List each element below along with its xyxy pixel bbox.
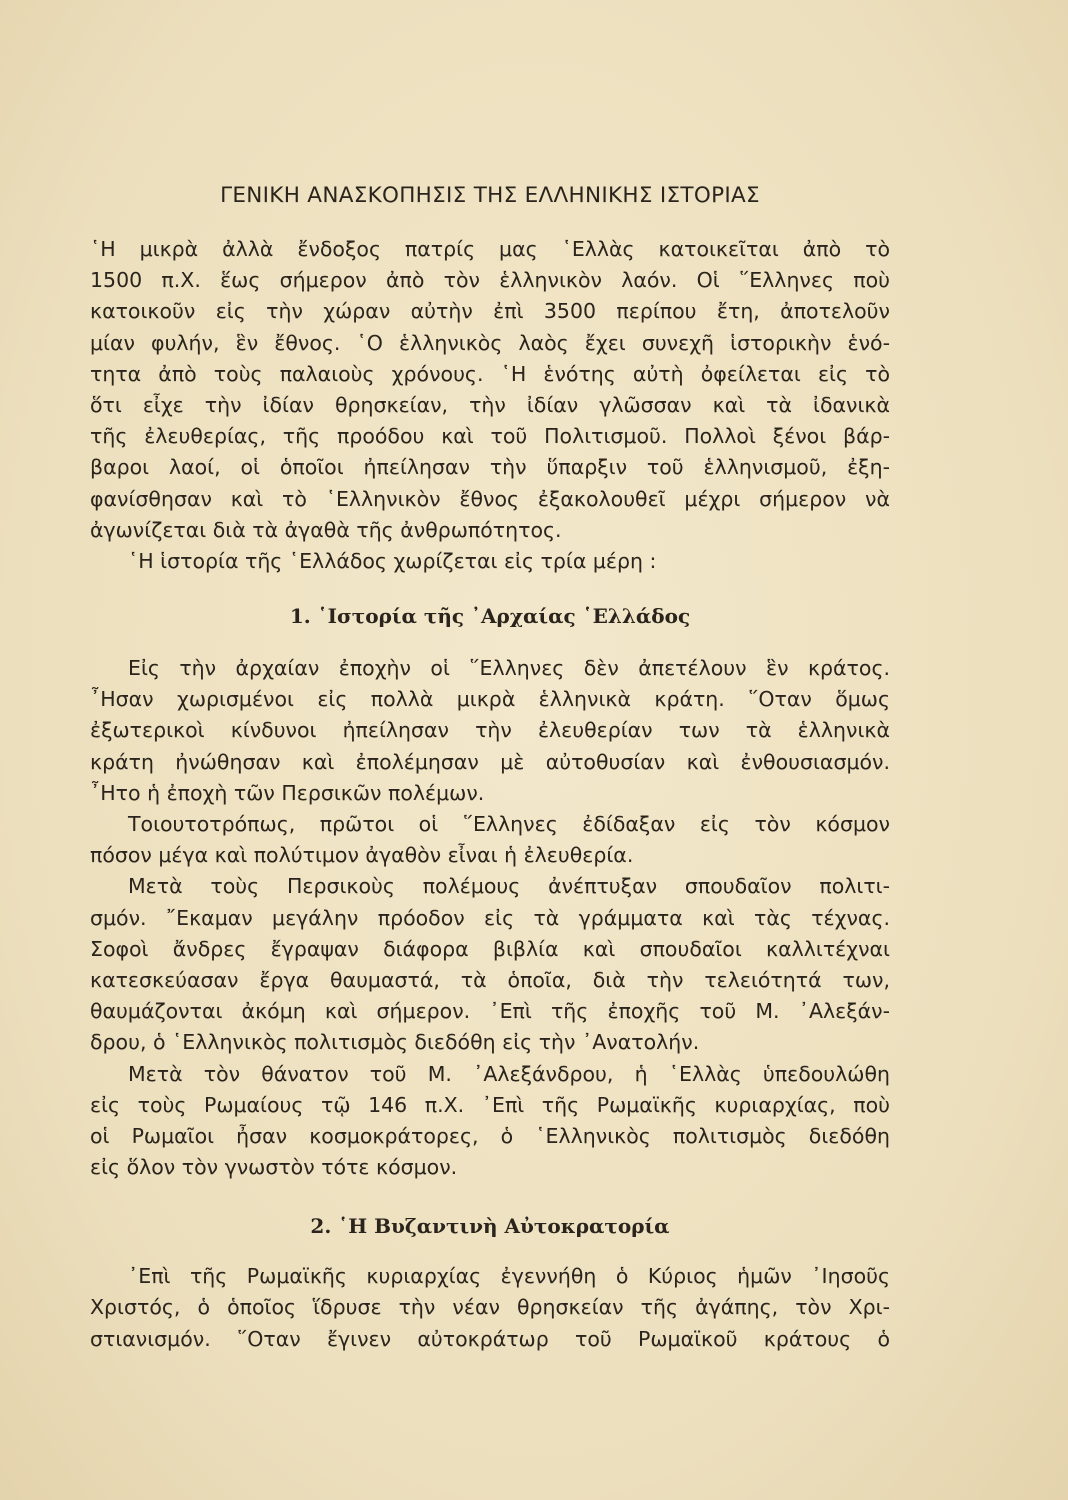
section1-paragraph-4 [90,1059,890,1184]
paragraph-line: Εἰς τὴν ἀρχαίαν ἐποχὴν οἱ ῞Ελληνες δὲν ἀπετέλουν ἓν κράτος. [128,656,890,681]
paragraph-line: εἰς ὅλον τὸν γνωστὸν τότε κόσμον. [90,1155,458,1180]
paragraph-line: Μετὰ τοὺς Περσικοὺς πολέμους ἀνέπτυξαν σπουδαῖον πολιτι- [128,874,890,899]
intro-line: τῆς ἐλευθερίας, τῆς προόδου καὶ τοῦ Πολιτισμοῦ. Πολλοὶ ξένοι βάρ- [90,424,890,449]
paragraph-line: Σοφοὶ ἄνδρες ἔγραψαν διάφορα βιβλία καὶ σπουδαῖοι καλλιτέχναι [90,936,890,961]
paragraph-line: οἱ Ρωμαῖοι ἦσαν κοσμοκράτορες, ὁ ῾Ελληνικὸς πολιτισμὸς διεδόθη [90,1123,890,1148]
section1-paragraph-1 [90,653,890,809]
intro-line: ῾Η μικρὰ ἀλλὰ ἔνδοξος πατρίς μας ῾Ελλὰς κατοικεῖται ἀπὸ τὸ [90,237,890,261]
paragraph-line: στιανισμόν. ῞Οταν ἔγινεν αὐτοκράτωρ τοῦ Ρωμαϊκοῦ κράτους ὁ [90,1326,890,1351]
paragraph-line: σμόν. ῎Εκαμαν μεγάλην πρόοδον εἰς τὰ γράμματα καὶ τὰς τέχνας. [90,905,890,930]
intro-line: βαροι λαοί, οἱ ὁποῖοι ἠπείλησαν τὴν ὕπαρξιν τοῦ ἑλληνισμοῦ, ἐξη- [90,455,890,480]
text-column [90,178,890,1355]
paragraph-line: Τοιουτοτρόπως, πρῶτοι οἱ ῞Ελληνες ἐδίδαξαν εἰς τὸν κόσμον [128,812,890,836]
section1-paragraph-3 [90,871,890,1058]
paragraph-line: θαυμάζονται ἀκόμη καὶ σήμερον. ᾿Επὶ τῆς ἐποχῆς τοῦ Μ. ᾿Αλεξάν- [90,999,890,1024]
page-title: ΓΕΝΙΚΗ ΑΝΑΣΚΟΠΗΣΙΣ ΤΗΣ ΕΛΛΗΝΙΚΗΣ ΙΣΤΟΡΙΑΣ [220,183,760,208]
paragraph-line: εἰς τοὺς Ρωμαίους τῷ 146 π.Χ. ᾿Επὶ τῆς Ρωμαϊκῆς κυριαρχίας, ποὺ [90,1092,890,1117]
paragraph-line: ἐξωτερικοὶ κίνδυνοι ἠπείλησαν τὴν ἐλευθερίαν των τὰ ἑλληνικὰ [90,718,890,743]
intro-line: μίαν φυλήν, ἓν ἔθνος. ῾Ο ἑλληνικὸς λαὸς ἔχει συνεχῆ ἱστορικὴν ἑνό- [90,330,890,355]
intro-line: κατοικοῦν εἰς τὴν χώραν αὐτὴν ἐπὶ 3500 περίπου ἔτη, ἀποτελοῦν [90,299,890,324]
paragraph-line: ῏Ητο ἡ ἐποχὴ τῶν Περσικῶν πολέμων. [90,780,485,805]
division-sentence: ῾Η ἱστορία τῆς ῾Ελλάδος χωρίζεται εἰς τρία μέρη : [128,548,657,573]
paragraph-line: δρου, ὁ ῾Ελληνικὸς πολιτισμὸς διεδόθη εἰς τὴν ᾿Ανατολήν. [90,1030,700,1055]
paragraph-line: ᾿Επὶ τῆς Ρωμαϊκῆς κυριαρχίας ἐγεννήθη ὁ Κύριος ἡμῶν ᾿Ιησοῦς [128,1264,890,1289]
intro-line: τητα ἀπὸ τοὺς παλαιοὺς χρόνους. ῾Η ἑνότης αὐτὴ ὀφείλεται εἰς τὸ [90,361,890,386]
intro-line: 1500 π.Χ. ἕως σήμερον ἀπὸ τὸν ἑλληνικὸν λαόν. Οἱ ῞Ελληνες ποὺ [90,268,890,293]
intro-line: ἀγωνίζεται διὰ τὰ ἀγαθὰ τῆς ἀνθρωπότητος. [90,517,562,542]
paragraph-line: Χριστός, ὁ ὁποῖος ἵδρυσε τὴν νέαν θρησκείαν τῆς ἀγάπης, τὸν Χρι- [90,1295,890,1320]
paragraph-line: κράτη ἠνώθησαν καὶ ἐπολέμησαν μὲ αὐτοθυσίαν καὶ ἐνθουσιασμόν. [90,749,890,774]
paragraph-line: Μετὰ τὸν θάνατον τοῦ Μ. ᾿Αλεξάνδρου, ἡ ῾Ελλὰς ὑπεδουλώθη [128,1061,890,1086]
section1-heading: 1. ῾Ιστορία τῆς ᾿Αρχαίας ῾Ελλάδος [289,604,691,629]
intro-line: ὅτι εἶχε τὴν ἰδίαν θρησκείαν, τὴν ἰδίαν γλῶσσαν καὶ τὰ ἰδανικὰ [90,392,890,417]
intro-line: φανίσθησαν καὶ τὸ ῾Ελληνικὸν ἔθνος ἐξακολουθεῖ μέχρι σήμερον νὰ [90,486,890,511]
intro-paragraph [90,234,890,577]
section1-paragraph-2 [90,809,890,871]
section2-paragraph-1 [90,1261,890,1355]
paragraph-line: κατεσκεύασαν ἔργα θαυμαστά, τὰ ὁποῖα, διὰ τὴν τελειότητά των, [90,967,890,992]
paragraph-line: πόσον μέγα καὶ πολύτιμον ἀγαθὸν εἶναι ἡ ἐλευθερία. [90,843,634,868]
section2-heading: 2. ῾Η Βυζαντινὴ Αὐτοκρατορία [310,1214,670,1239]
paragraph-line: ῏Ησαν χωρισμένοι εἰς πολλὰ μικρὰ ἑλληνικὰ κράτη. ῞Οταν ὅμως [90,687,890,712]
